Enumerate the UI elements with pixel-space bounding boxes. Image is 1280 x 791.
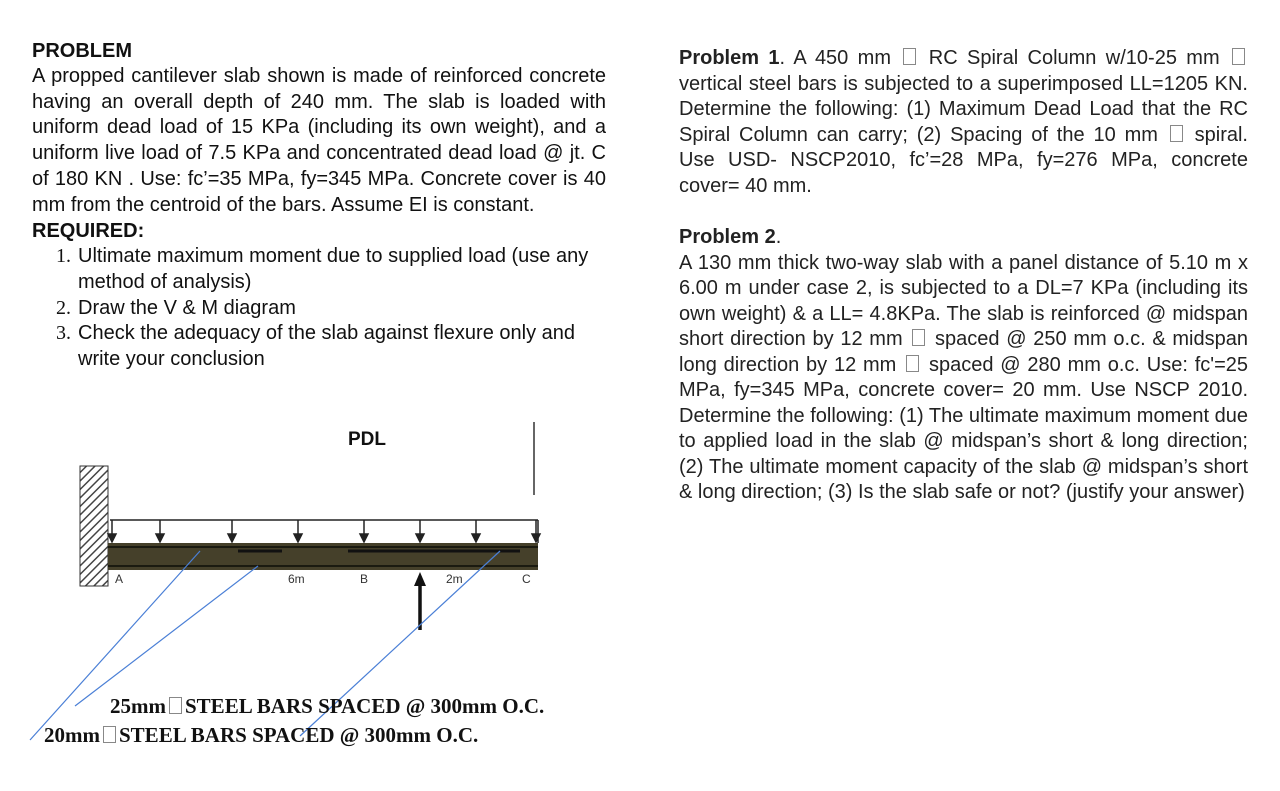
rebar-caption-25mm: 25mm STEEL BARS SPACED @ 300mm O.C. [110, 694, 545, 718]
uniform-load [108, 520, 540, 543]
rebar-caption-20mm: 20mm STEEL BARS SPACED @ 300mm O.C. [44, 723, 479, 747]
load-arrow-head [228, 534, 236, 542]
required-item-number: 1. [56, 245, 71, 268]
load-arrow-head [360, 534, 368, 542]
diameter-symbol [169, 697, 182, 714]
diameter-symbol [912, 329, 925, 346]
pdl-label: PDL [348, 429, 386, 450]
diameter-symbol [903, 48, 916, 65]
diameter-symbol [1232, 48, 1245, 65]
label-a: A [115, 572, 124, 586]
required-item-text: Check the adequacy of the slab against flexure only and write your conclusion [78, 322, 575, 371]
required-item-text: Draw the V & M diagram [78, 296, 296, 319]
diameter-symbol [103, 726, 116, 743]
problem-1-title: Problem 1 [679, 47, 780, 69]
problem-2-heading: Problem 2. [679, 226, 782, 248]
problem-2-text: A 130 mm thick two-way slab with a panel distance of 5.10 m x 6.00 m under case 2, is subjected to a DL=7 KPa (including its own weight) & a LL= 4.8KPa. The slab is reinforced @ midspan short direction by 12 mm spaced @ 250 mm o.c. & midspan long direction by 12 mm spaced @ 280 mm o.c. Use: fc'=25 MPa, fy=345 MPa, concrete cover= 20 mm. Use NSCP 2010. Determine the following: (1) The ultimate maximum moment due to applied load in the slab @ midspan’s short & long direction; (2) The ultimate moment capacity of the slab @ midspan’s short & long direction; (3) Is the slab safe or not? (justify your answer) [679, 251, 1249, 503]
right-problems-section [679, 46, 1248, 506]
load-arrow-head [416, 534, 424, 542]
problem-1-text: Problem 1. A 450 mm RC Spiral Column w/10-25 mm vertical steel bars is subjected to a superimposed LL=1205 KN. Determine the following: (1) Maximum Dead Load that the RC Spiral Column can carry; (2) Spacing of the 10 mm spiral. Use USD- NSCP2010, fc’=28 MPa, fy=276 MPa, concrete cover= 40 mm. [679, 47, 1248, 197]
load-arrow-head [156, 534, 164, 542]
load-arrow-head [108, 534, 116, 542]
load-arrow-head [532, 534, 540, 542]
span-label-6m: 6m [288, 572, 305, 586]
problem-2-title: Problem 2 [679, 226, 776, 248]
label-b: B [360, 572, 369, 586]
load-arrow-head [294, 534, 302, 542]
required-item-number: 3. [56, 322, 71, 345]
required-item-text: Ultimate maximum moment due to supplied load (use any method of analysis) [78, 245, 589, 293]
required-heading: REQUIRED: [32, 220, 145, 243]
diameter-symbol [1170, 125, 1183, 142]
label-c: C [522, 572, 531, 586]
required-item-number: 2. [56, 296, 71, 319]
problem-heading: PROBLEM [32, 40, 132, 62]
span-label-2m: 2m [446, 572, 463, 586]
diameter-symbol [906, 355, 919, 372]
fixed-wall-support [80, 466, 108, 586]
problem-text: A propped cantilever slab shown is made of reinforced concrete having an overall depth of 240 mm. The slab is loaded with uniform dead load of 15 KPa (including its own weight), and a uniform live load of 7.5 KPa and concentrated dead load @ jt. C of 180 KN . Use: fc’=35 MPa, fy=345 MPa. Concrete cover is 40 mm from the centroid of the bars. Assume EI is constant. [32, 65, 606, 216]
load-arrow-head [472, 534, 480, 542]
